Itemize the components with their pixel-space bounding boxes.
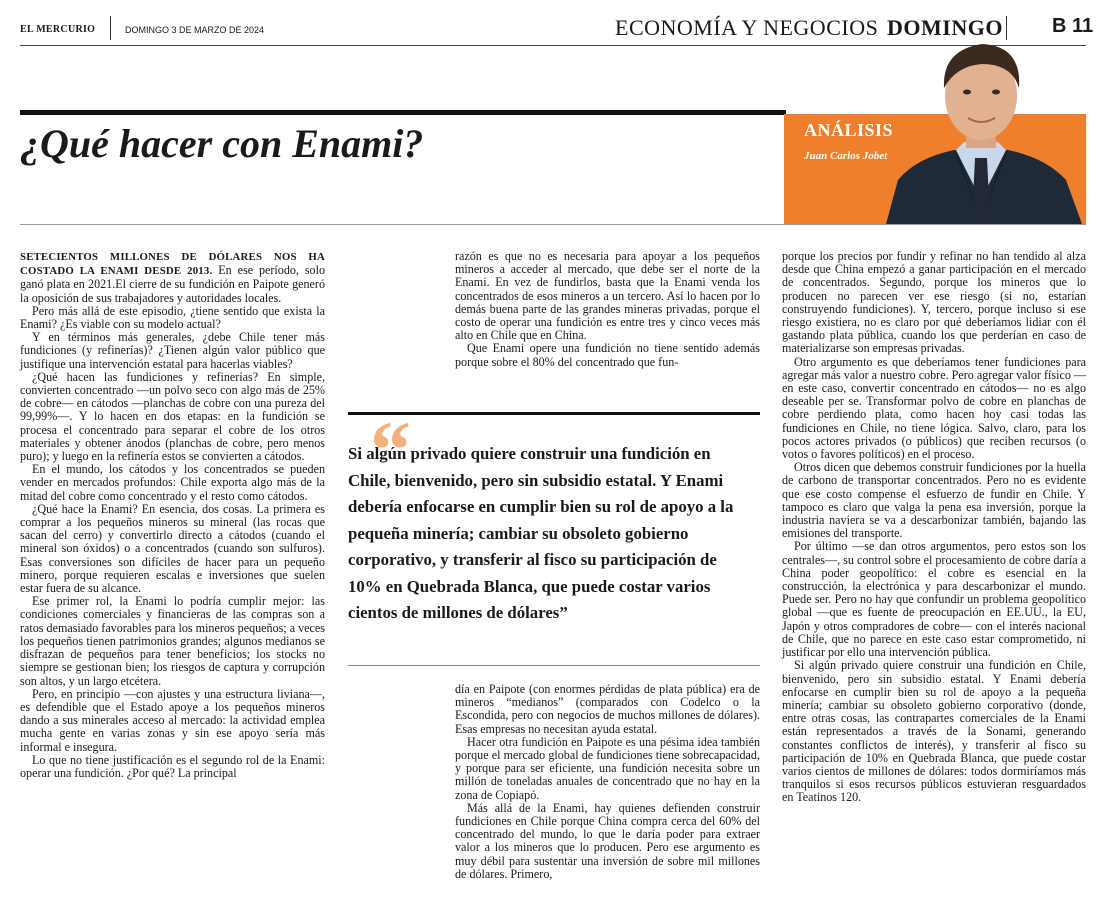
- paragraph: Y en términos más generales, ¿debe Chile tener más fundiciones (y refinerías)? ¿Tienen algún valor público que justifique una intervención estatal para hacerlas viables?: [20, 330, 325, 371]
- issue-date: DOMINGO 3 DE MARZO DE 2024: [125, 25, 265, 35]
- title-rule: [20, 110, 786, 115]
- body-column-2-bottom: [455, 683, 760, 881]
- newspaper-name: EL MERCURIO: [20, 24, 96, 35]
- paragraph: Otros dicen que debemos construir fundiciones por la huella de carbono de transportar concentrados. Pero no es evidente que ese costo compense el esfuerzo de fundir en Chile. Y tampoco es claro que valga la pena esa inversión, porque la industria naviera se va a descarbonizar también, bajando las emisiones del transporte.: [782, 460, 1086, 541]
- pull-quote-text: Si algún privado quiere construir una fundición en Chile, bienvenido, pero sin subsidio estatal. Y Enami debería enfocarse en cumplir bien su rol de apoyo a la pequeña minería; cambiar su obsoleto gobierno corporativo, y transferir al fisco su participación de 10% en Quebrada Blanca, que puede costar varios cientos de millones de dólares”: [348, 444, 734, 622]
- paragraph: Lo que no tiene justificación es el segundo rol de la Enami: operar una fundición. ¿Por qué? La principal: [20, 752, 325, 780]
- paragraph: ¿Qué hacen las fundiciones y refinerías? En simple, convierten concentrado —un polvo seco con algo más de 25% de cobre— en cátodos —planchas de cobre con una pureza del 99,99%—. Y lo hacen en dos etapas: en la fundición se procesa el concentrado para separar el cobre de los otros materiales y obtener ánodos (planchas de cobre, pero menos puro); y luego en la refinería estos se convierten a cátodos.: [20, 369, 325, 464]
- paragraph: Si algún privado quiere construir una fundición en Chile, bienvenido, pero sin subsidio estatal. Y Enami debería enfocarse en cumplir bien su rol de apoyo a la pequeña minería; cambiar su obsoleto gobierno corporativo (donde, entre otras cosas, las contrapartes comerciales de la Enami están representados a través de la Sonami, generando constantes conflictos de interés), y transferir al fisco su participación de 10% en Quebrada Blanca, que puede costar varios cientos de millones de dólares: todos dormiríamos más tranquilos si esos recursos públicos estuvieran resguardados en Teatinos 120.: [782, 658, 1086, 805]
- lead-bold: SETECIENTOS MILLONES DE DÓLARES NOS HA COSTADO LA ENAMI DESDE 2013.: [20, 251, 325, 278]
- edition-day: DOMINGO: [887, 15, 1003, 40]
- header-divider: [110, 16, 111, 40]
- quote-mark-icon: “: [370, 404, 411, 495]
- paragraph: ¿Qué hace la Enami? En esencia, dos cosas. La primera es comprar a los pequeños mineros su mineral (las rocas que sacan del cerro) y convertirlo directo a cátodos (cuando el mineral son óxidos) o a concentrados (cuando son sulfuros). Esas conversiones son difíciles de hacer para un pequeño minero, porque requieren escalas e inversiones que suelen estar fuera de su alcance.: [20, 501, 325, 596]
- paragraph: Hacer otra fundición en Paipote es una pésima idea también porque el mercado global de fundiciones tiene sobrecapacidad, y porque para ser eficiente, una fundición necesita sobre un millón de toneladas anuales de concentrado que no hay en la zona de Copiapó.: [455, 734, 760, 802]
- paragraph: Ese primer rol, la Enami lo podría cumplir mejor: las condiciones comerciales y financieras de las compras son a ratos demasiado favorables para los mineros pequeños; a veces los pequeños tienen patrimonios grandes; algunos medianos se disfrazan de pequeños para tener beneficios; los stocks no siempre se gestionan bien; los riesgos de captura y corrupción son altos, y un largo etcétera.: [20, 594, 325, 688]
- body-column-1: [20, 250, 325, 780]
- paragraph: razón es que no es necesaria para apoyar a los pequeños mineros a acceder al mercado, que debe ser el norte de la Enami. En vez de fundirlos, basta que la Enami venda los concentrados de esos mineros a un tercero. Así lo hacen por lo demás buena parte de las grandes mineras privadas, porque el costo de operar una fundición es entre tres y cinco veces más alto en Chile que en China.: [455, 249, 760, 343]
- paragraph: Por último —se dan otros argumentos, pero estos son los centrales—, su control sobre el procesamiento de cobre daría a China poder geopolítico: el cobre es esencial en la construcción, la electrónica y para descarbonizar el mundo. Puede ser. Pero no hay que confundir un problema geopolítico global —que es fuente de preocupación en EE.UU., la EU, Japón y otros compradores de cobre— con el interés nacional de Chile, que no parece en este caso estar comprometido, ni justificar por ello una intervención pública.: [782, 539, 1086, 660]
- paragraph: Pero, en principio —con ajustes y una estructura liviana—, es defendible que el Estado apoye a los pequeños mineros dando a sus minerales acceso al mercado: la actividad emplea mucha gente en varias zonas y sin ese apoyo sería más informal e insegura.: [20, 686, 325, 754]
- pull-quote-box: [348, 404, 760, 666]
- section-name: ECONOMÍA Y NEGOCIOS: [615, 15, 879, 40]
- paragraph: En el mundo, los cátodos y los concentrados se pueden vender en mercados profundos: Chile exporta algo más de la mitad del cobre como concentrado y el resto como cátodos.: [20, 462, 325, 503]
- body-top-rule: [20, 224, 1086, 225]
- lead-rest: En ese período, solo ganó plata en 2021.El cierre de su fundición en Paipote generó la oposición de sus trabajadores y autoridades locales.: [20, 263, 325, 305]
- body-column-2-top: [455, 250, 760, 369]
- analysis-label: ANÁLISIS: [804, 120, 894, 140]
- paragraph: porque los precios por fundir y refinar no han tendido al alza desde que China empezó a ganar participación en el mercado de concentrados. Segundo, porque los mineros que lo producen no parecen ver ese riesgo (si no, estarían construyendo fundiciones). Y, tercero, porque incluso si ese riesgo existiera, no es claro por qué deberíamos lidiar con él gastando plata pública, cuando los que perderían en caso de materializarse son empresas privadas.: [782, 249, 1086, 356]
- author-portrait: [876, 30, 1086, 224]
- page-number: B 11: [1052, 15, 1094, 37]
- paragraph: Otro argumento es que deberíamos tener fundiciones para agregar más valor a nuestro cobre. Pero agregar valor físico —en este caso, convertir concentrado en cátodos— no es algo deseable per se. Transformar polvo de cobre en planchas de cobre perdiendo plata, como hacen hoy casi todas las fundiciones en Chile, no tiene lógica. Salvo, claro, para los pocos actores privados (o públicos) que reciben recursos (o votos o favores políticos) en el proceso.: [782, 354, 1086, 462]
- author-name: Juan Carlos Jobet: [804, 150, 888, 162]
- paragraph: Pero más allá de este episodio, ¿tiene sentido que exista la Enami? ¿Es viable con su modelo actual?: [20, 303, 325, 332]
- lead-paragraph: [20, 250, 325, 305]
- paragraph: día en Paipote (con enormes pérdidas de plata pública) era de mineros “medianos” (comparados con Codelco o la Escondida, pero con negocios de muchos millones de dólares). Esas empresas no necesitan ayuda estatal.: [455, 682, 760, 736]
- paragraph: Que Enami opere una fundición no tiene sentido además porque sobre el 80% del concentrado que fun-: [455, 341, 760, 369]
- paragraph: Más allá de la Enami, hay quienes defienden construir fundiciones en Chile porque China compra cerca del 60% del concentrado del mundo, lo que le daría poder para extraer valor a los mineros que lo producen. Pero ese argumento es muy débil para sustentar una inversión de sobre mil millones de dólares. Primero,: [455, 800, 760, 881]
- article-title: ¿Qué hacer con Enami?: [20, 121, 424, 166]
- body-column-3: [782, 250, 1086, 805]
